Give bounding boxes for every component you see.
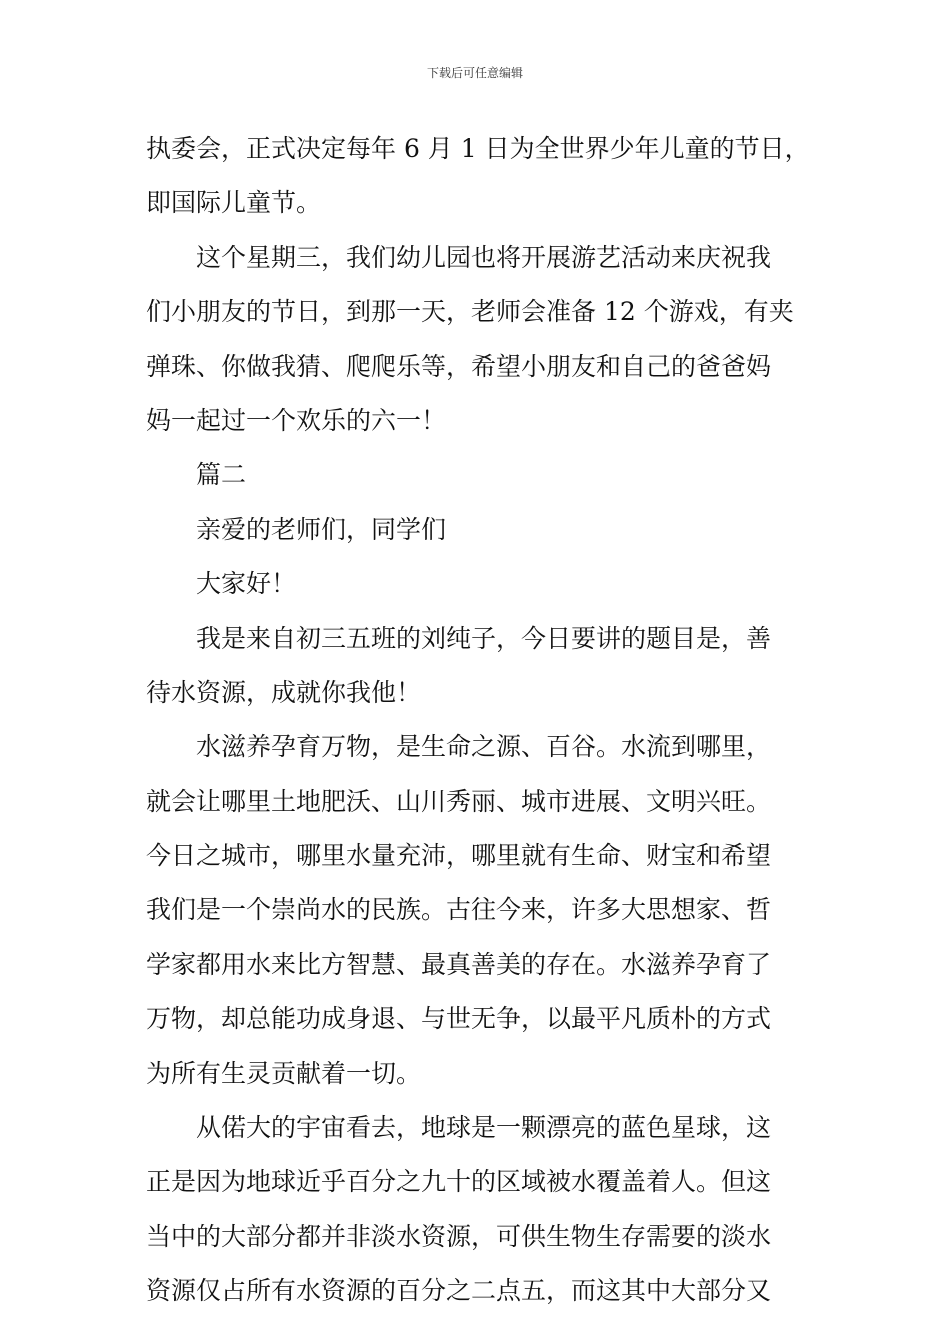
text-line: 弹珠、你做我猜、爬爬乐等，希望小朋友和自己的爸爸妈 xyxy=(146,351,772,381)
salutation: 亲爱的老师们，同学们 xyxy=(196,514,447,544)
text-line: 为所有生灵贡献着一切。 xyxy=(146,1058,422,1088)
text-line: 万物，却总能功成身退、与世无争，以最平凡质朴的方式 xyxy=(146,1004,772,1034)
text-line: 水滋养孕育万物，是生命之源、百谷。水流到哪里， xyxy=(196,732,772,762)
text-line: 妈一起过一个欢乐的六一！ xyxy=(146,405,447,435)
text-line: 正是因为地球近乎百分之九十的区域被水覆盖着人。但这 xyxy=(146,1167,772,1197)
text-line: 们小朋友的节日，到那一天，老师会准备 12 个游戏，有夹 xyxy=(146,297,794,327)
document-body xyxy=(146,122,810,1319)
page-header: 下载后可任意编辑 xyxy=(426,66,523,80)
text-line: 当中的大部分都并非淡水资源，可供生物生存需要的淡水 xyxy=(146,1221,772,1251)
greeting: 大家好！ xyxy=(196,569,297,599)
text-line: 我们是一个崇尚水的民族。古往今来，许多大思想家、哲 xyxy=(146,895,772,925)
text-line: 就会让哪里土地肥沃、山川秀丽、城市进展、文明兴旺。 xyxy=(146,786,772,816)
text-line: 从偌大的宇宙看去，地球是一颗漂亮的蓝色星球，这 xyxy=(196,1113,772,1143)
section-heading: 篇二 xyxy=(196,460,247,490)
text-line: 资源仅占所有水资源的百分之二点五，而这其中大部分又 xyxy=(146,1276,772,1306)
text-line: 这个星期三，我们幼儿园也将开展游艺活动来庆祝我 xyxy=(196,242,772,272)
text-line: 待水资源，成就你我他！ xyxy=(146,677,422,707)
text-line: 即国际儿童节。 xyxy=(146,188,322,218)
text-line: 学家都用水来比方智慧、最真善美的存在。水滋养孕育了 xyxy=(146,949,772,979)
text-line: 我是来自初三五班的刘纯子，今日要讲的题目是，善 xyxy=(196,623,772,653)
text-line: 今日之城市，哪里水量充沛，哪里就有生命、财宝和希望 xyxy=(146,841,772,871)
text-line: 执委会，正式决定每年 6 月 1 日为全世界少年儿童的节日， xyxy=(146,134,810,163)
